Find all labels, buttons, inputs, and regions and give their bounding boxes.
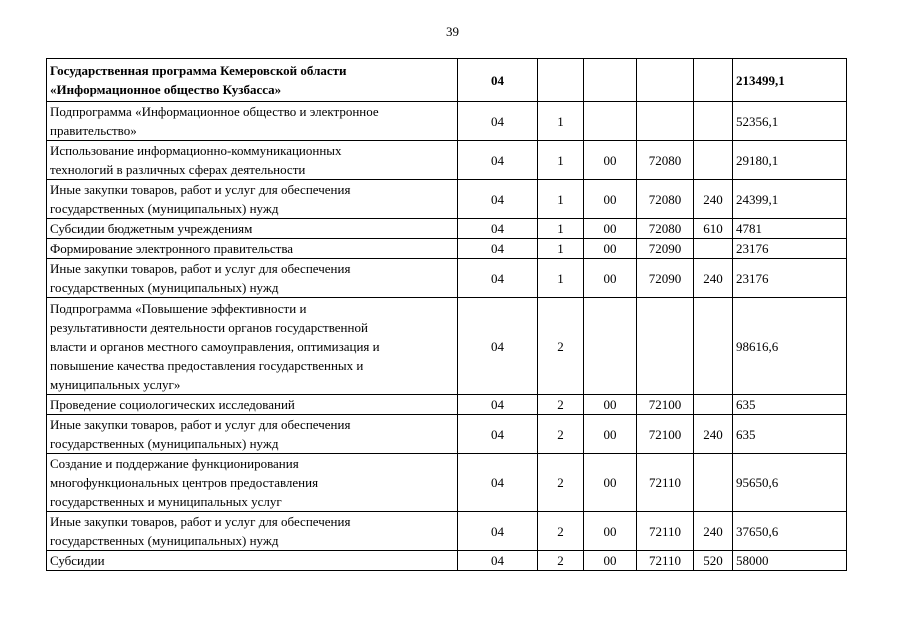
direction-code <box>584 298 637 395</box>
direction-code: 00 <box>584 551 637 571</box>
amount-value: 24399,1 <box>733 180 847 219</box>
section-code: 04 <box>458 141 538 180</box>
row-name-line: технологий в различных сферах деятельности <box>50 162 306 177</box>
target-code <box>637 102 694 141</box>
table-row <box>47 141 847 180</box>
direction-code: 00 <box>584 141 637 180</box>
target-code <box>637 59 694 102</box>
target-code: 72110 <box>637 551 694 571</box>
section-code: 04 <box>458 415 538 454</box>
table-row <box>47 180 847 219</box>
target-code: 72100 <box>637 395 694 415</box>
target-code <box>637 298 694 395</box>
expense-type-code <box>694 141 733 180</box>
amount-value: 4781 <box>733 219 847 239</box>
section-code: 04 <box>458 102 538 141</box>
target-code: 72090 <box>637 259 694 298</box>
row-name-line: власти и органов местного самоуправления, оптимизация и <box>50 338 380 354</box>
target-code: 72100 <box>637 415 694 454</box>
row-name <box>47 551 458 571</box>
row-name-line: Создание и поддержание функционирования <box>50 456 299 471</box>
section-code: 04 <box>458 239 538 259</box>
section-code: 04 <box>458 180 538 219</box>
expense-type-code <box>694 395 733 415</box>
row-name-line: государственных (муниципальных) нужд <box>50 533 279 548</box>
direction-code <box>584 102 637 141</box>
table-row <box>47 239 847 259</box>
row-name-line: правительство» <box>50 123 137 138</box>
table-row <box>47 551 847 571</box>
table-row <box>47 102 847 141</box>
row-name <box>47 141 458 180</box>
amount-value: 23176 <box>733 239 847 259</box>
direction-code: 00 <box>584 180 637 219</box>
section-code: 04 <box>458 59 538 102</box>
row-name <box>47 180 458 219</box>
row-name-line: Иные закупки товаров, работ и услуг для обеспечения <box>50 514 351 529</box>
row-name-line: Иные закупки товаров, работ и услуг для обеспечения <box>50 417 351 432</box>
expense-type-code: 240 <box>694 512 733 551</box>
direction-code: 00 <box>584 395 637 415</box>
section-code: 04 <box>458 259 538 298</box>
expense-type-code <box>694 102 733 141</box>
section-code: 04 <box>458 298 538 395</box>
expense-type-code <box>694 298 733 395</box>
target-code: 72090 <box>637 239 694 259</box>
row-name <box>47 454 458 512</box>
row-name-line: Государственная программа Кемеровской области <box>50 63 347 78</box>
row-name-line: многофункциональных центров предоставления <box>50 475 319 490</box>
subprogram-code: 1 <box>538 259 584 298</box>
row-name-line: муниципальных услуг» <box>50 376 181 392</box>
section-code: 04 <box>458 512 538 551</box>
target-code: 72080 <box>637 180 694 219</box>
amount-value: 29180,1 <box>733 141 847 180</box>
row-name <box>47 415 458 454</box>
row-name-line: государственных (муниципальных) нужд <box>50 201 279 216</box>
section-code: 04 <box>458 551 538 571</box>
direction-code: 00 <box>584 454 637 512</box>
amount-value: 635 <box>733 395 847 415</box>
table-row <box>47 415 847 454</box>
amount-value: 52356,1 <box>733 102 847 141</box>
row-name-line: Субсидии бюджетным учреждениям <box>50 221 253 236</box>
subprogram-code <box>538 59 584 102</box>
section-code: 04 <box>458 395 538 415</box>
target-code: 72080 <box>637 141 694 180</box>
direction-code: 00 <box>584 512 637 551</box>
row-name-line: Формирование электронного правительства <box>50 241 294 256</box>
table-row <box>47 259 847 298</box>
target-code: 72080 <box>637 219 694 239</box>
row-name-line: Иные закупки товаров, работ и услуг для обеспечения <box>50 261 351 276</box>
amount-value: 98616,6 <box>733 298 847 395</box>
direction-code: 00 <box>584 219 637 239</box>
row-name-line: государственных (муниципальных) нужд <box>50 280 279 295</box>
expense-type-code <box>694 239 733 259</box>
subprogram-code: 1 <box>538 102 584 141</box>
table-row <box>47 298 847 395</box>
row-name <box>47 239 458 259</box>
expense-type-code <box>694 59 733 102</box>
subprogram-code: 2 <box>538 298 584 395</box>
subprogram-code: 1 <box>538 141 584 180</box>
direction-code <box>584 59 637 102</box>
subprogram-code: 1 <box>538 239 584 259</box>
row-name <box>47 512 458 551</box>
target-code: 72110 <box>637 454 694 512</box>
amount-value: 58000 <box>733 551 847 571</box>
amount-value: 213499,1 <box>733 59 847 102</box>
budget-table <box>46 58 847 571</box>
row-name <box>47 395 458 415</box>
row-name-line: государственных и муниципальных услуг <box>50 494 282 509</box>
budget-table-body <box>47 59 847 571</box>
amount-value: 23176 <box>733 259 847 298</box>
expense-type-code <box>694 454 733 512</box>
subprogram-code: 2 <box>538 454 584 512</box>
row-name <box>47 219 458 239</box>
row-name-line: «Информационное общество Кузбасса» <box>50 82 282 97</box>
subprogram-code: 2 <box>538 395 584 415</box>
row-name <box>47 59 458 102</box>
direction-code: 00 <box>584 415 637 454</box>
table-row <box>47 59 847 102</box>
table-row <box>47 219 847 239</box>
expense-type-code: 520 <box>694 551 733 571</box>
page-number: 39 <box>446 24 459 39</box>
expense-type-code: 240 <box>694 259 733 298</box>
row-name-line: Иные закупки товаров, работ и услуг для обеспечения <box>50 182 351 197</box>
subprogram-code: 1 <box>538 180 584 219</box>
target-code: 72110 <box>637 512 694 551</box>
amount-value: 635 <box>733 415 847 454</box>
table-row <box>47 395 847 415</box>
section-code: 04 <box>458 454 538 512</box>
subprogram-code: 2 <box>538 415 584 454</box>
row-name-line: Использование информационно-коммуникационных <box>50 143 342 158</box>
subprogram-code: 1 <box>538 219 584 239</box>
expense-type-code: 610 <box>694 219 733 239</box>
amount-value: 37650,6 <box>733 512 847 551</box>
row-name <box>47 102 458 141</box>
expense-type-code: 240 <box>694 180 733 219</box>
subprogram-code: 2 <box>538 512 584 551</box>
direction-code: 00 <box>584 239 637 259</box>
table-row <box>47 454 847 512</box>
row-name-line: Субсидии <box>50 553 105 568</box>
row-name <box>47 298 458 395</box>
expense-type-code: 240 <box>694 415 733 454</box>
table-row <box>47 512 847 551</box>
row-name-line: Подпрограмма «Информационное общество и электронное <box>50 104 379 119</box>
row-name-line: Подпрограмма «Повышение эффективности и <box>50 300 307 316</box>
amount-value: 95650,6 <box>733 454 847 512</box>
row-name-line: результативности деятельности органов государственной <box>50 319 368 335</box>
subprogram-code: 2 <box>538 551 584 571</box>
row-name-line: повышение качества предоставления государственных и <box>50 357 364 373</box>
row-name <box>47 259 458 298</box>
section-code: 04 <box>458 219 538 239</box>
row-name-line: Проведение социологических исследований <box>50 397 295 412</box>
direction-code: 00 <box>584 259 637 298</box>
row-name-line: государственных (муниципальных) нужд <box>50 436 279 451</box>
